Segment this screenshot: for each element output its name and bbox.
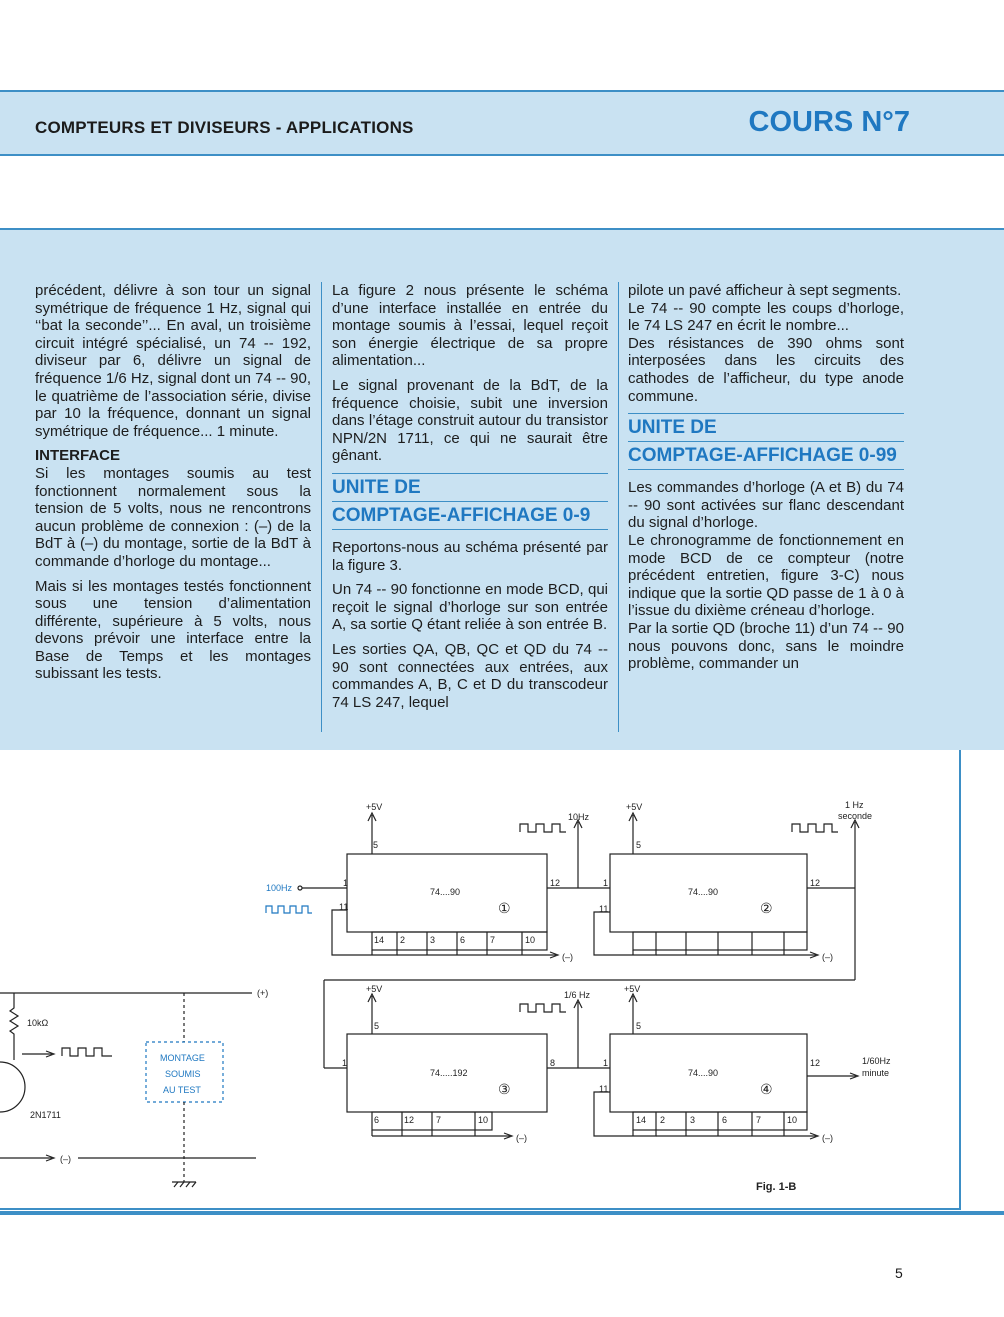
supply-label: +5V [626, 802, 643, 812]
pin-label: 12 [550, 878, 561, 888]
pin-label: 7 [436, 1115, 442, 1125]
chip-2-label: 74....90 [688, 887, 719, 897]
ground-label: (–) [516, 1133, 527, 1143]
pin-label: 6 [374, 1115, 380, 1125]
chip-1-number: ① [498, 900, 511, 916]
pin-label: 10 [478, 1115, 489, 1125]
supply-label: +5V [366, 802, 383, 812]
pin-label: 5 [636, 1021, 642, 1031]
paragraph: La figure 2 nous présente le schéma d’une interface installée en entrée du montage soumis à l’essai, lequel reçoit son énergie électrique de sa propre alimentation... [332, 282, 608, 370]
output-frequency-label: 1 Hz [845, 800, 864, 810]
column-separator [321, 282, 322, 732]
paragraph: Le signal provenant de la BdT, de la fréquence choisie, subit une inversion dans l’étage construit autour du transistor NPN/2N 1711, ce qui ne saurait être gênant. [332, 376, 608, 465]
chip-3-number: ③ [498, 1081, 511, 1097]
pin-label: 2 [660, 1115, 666, 1125]
section-heading-interface: INTERFACE [35, 447, 121, 465]
page-number: 5 [895, 1265, 903, 1281]
ground-label: (–) [822, 1133, 833, 1143]
pin-label: 14 [374, 935, 385, 945]
pin-label: 12 [404, 1115, 415, 1125]
section-heading-unite-0-9 [332, 473, 608, 530]
paragraph: Le 74 -- 90 compte les coups d’horloge, le 74 LS 247 en écrit le nombre... [628, 299, 904, 335]
chip-4-number: ④ [760, 1081, 773, 1097]
paragraph: Par la sortie QD (broche 11) d’un 74 -- 90 nous pouvons donc, sans le moindre problème, commander un [628, 619, 904, 673]
pin-label: 1 [603, 1058, 609, 1068]
ground-label: (–) [562, 952, 573, 962]
output-frequency-label: seconde [838, 811, 873, 821]
pin-label: 1 [343, 878, 349, 888]
chip-2-number: ② [760, 900, 773, 916]
figure-caption: Fig. 1-B [756, 1181, 797, 1193]
output-frequency-label: 1/60Hz [862, 1056, 891, 1066]
paragraph: précédent, délivre à son tour un signal symétrique de fréquence 1 Hz, signal qui ‘‘bat la seconde’’... En aval, un troisième circuit intégré spécialisé, un 74 -- 192, diviseur par 6, délivre un signal de fréquence 1/6 Hz, signal dont un 74 -- 90, le quatrième de l’association série, divise par 10 la fréquence, donnant un signal symétrique de fréquence... 1 minute. [35, 282, 312, 440]
pin-label: 5 [373, 840, 379, 850]
chip-1-label: 74....90 [430, 887, 461, 897]
paragraph: Si les montages soumis au test fonctionnent normalement sous la tension de 5 volts, nous ne rencontrons aucun problème de connexion : (–) de la BdT à (–) du montage, sortie de la BdT à commande d’horloge du montage... [35, 464, 311, 570]
pin-label: 12 [810, 878, 821, 888]
pin-label: 3 [690, 1115, 696, 1125]
subhead-line-2: COMPTAGE-AFFICHAGE 0-9 [332, 501, 608, 529]
subhead-line-2: COMPTAGE-AFFICHAGE 0-99 [628, 441, 904, 469]
output-frequency-label: 1/6 Hz [564, 990, 591, 1000]
pin-label: 12 [810, 1058, 821, 1068]
section-heading-unite-0-99 [628, 413, 904, 470]
pin-label: 11 [599, 1084, 609, 1094]
chip-2-pinrow [633, 932, 807, 950]
resistor-label: 10kΩ [27, 1018, 49, 1028]
pin-label: 14 [636, 1115, 647, 1125]
pin-label: 3 [430, 935, 436, 945]
text-column-1 [35, 282, 311, 690]
footer-rule [0, 1211, 1004, 1215]
pin-label: 11 [599, 904, 609, 914]
paragraph: Un 74 -- 90 fonctionne en mode BCD, qui reçoit le signal d’horloge sur son entrée A, sa sortie Q étant reliée à son entrée B. [332, 581, 608, 634]
dut-label: AU TEST [163, 1085, 201, 1095]
resistor-icon [10, 993, 18, 1060]
paragraph: Le chronogramme de fonctionnement en mode BCD de ce compteur (notre précédent entretien, figure 3-C) nous indique que la sortie QD passe de 1 à 0 à l’issue du dixième créneau d’horloge. [628, 531, 905, 620]
clock-wave-icon [266, 906, 312, 913]
supply-label: +5V [624, 984, 641, 994]
pin-label: 10 [787, 1115, 798, 1125]
ground-label: (–) [822, 952, 833, 962]
clock-wave-icon [62, 1048, 112, 1056]
paragraph: pilote un pavé afficheur à sept segments. [628, 282, 902, 299]
pin-label: 7 [490, 935, 496, 945]
subhead-line-1: UNITE DE [332, 476, 421, 498]
input-frequency-label: 100Hz [266, 883, 293, 893]
pin-label: 2 [400, 935, 406, 945]
output-frequency-label: 10Hz [568, 812, 590, 822]
dut-label: MONTAGE [160, 1053, 205, 1063]
pin-label: 7 [756, 1115, 762, 1125]
pin-label: 10 [525, 935, 536, 945]
pin-label: 11 [339, 902, 349, 912]
pin-label: 5 [374, 1021, 380, 1031]
paragraph: Des résistances de 390 ohms sont interposées dans les circuits des cathodes de l’afficheur, du type anode commune. [628, 334, 904, 405]
pin-label: 1 [342, 1058, 348, 1068]
paragraph: Mais si les montages testés fonctionnent sous une tension d’alimentation différente, supérieure à 5 volts, nous devons prévoir une interface entre la Base de Temps et les montages subissant les tests. [35, 577, 311, 683]
clock-wave-icon [520, 824, 566, 832]
pin-label: 8 [550, 1058, 556, 1068]
ground-label: (–) [60, 1154, 71, 1164]
plus-label: (+) [257, 988, 269, 998]
chip-3-label: 74.....192 [430, 1068, 468, 1078]
paragraph: Reportons-nous au schéma présenté par la figure 3. [332, 538, 608, 574]
transistor-icon [0, 1062, 25, 1112]
subhead-line-1: UNITE DE [628, 417, 717, 439]
pin-label: 5 [636, 840, 642, 850]
circuit-diagram [0, 750, 959, 1208]
text-column-2 [332, 282, 608, 718]
paragraph: Les commandes d’horloge (A et B) du 74 -- 90 sont activées sur flanc descendant du signal d’horloge. [628, 479, 904, 532]
output-frequency-label: minute [862, 1068, 890, 1078]
transistor-label: 2N1711 [30, 1110, 61, 1120]
pin-label: 6 [460, 935, 466, 945]
text-column-3 [628, 282, 904, 680]
paragraph: Les sorties QA, QB, QC et QD du 74 -- 90 sont connectées aux entrées, aux commandes A, B, C et D du transcodeur 74 LS 247, lequel [332, 640, 608, 711]
figure-frame [0, 750, 961, 1210]
clock-wave-icon [520, 1004, 566, 1012]
supply-label: +5V [366, 984, 383, 994]
dut-label: SOUMIS [165, 1069, 201, 1079]
pin-label: 1 [603, 878, 609, 888]
chip-4-label: 74....90 [688, 1068, 719, 1078]
course-number: COURS N°7 [748, 106, 910, 138]
pin-label: 6 [722, 1115, 728, 1125]
running-header-title: COMPTEURS ET DIVISEURS - APPLICATIONS [35, 118, 414, 137]
column-separator [618, 282, 619, 732]
clock-wave-icon [792, 824, 838, 832]
